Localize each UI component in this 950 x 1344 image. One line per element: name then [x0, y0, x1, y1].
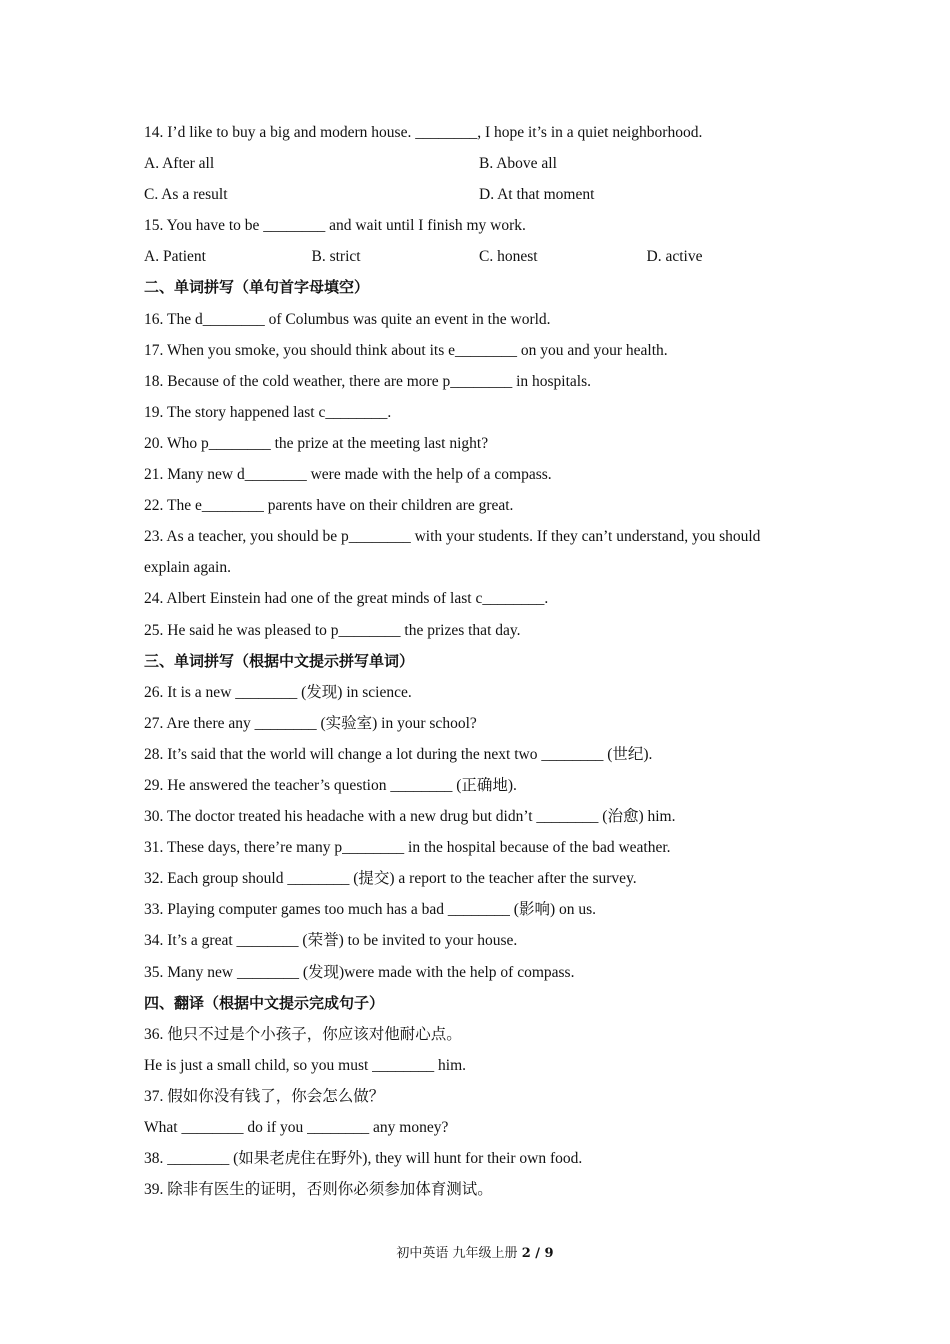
question-line: 24. Albert Einstein had one of the great minds of last c________. — [144, 590, 549, 608]
page-footer — [0, 1242, 950, 1261]
answer-option: C. honest — [479, 248, 538, 266]
answer-option: A. After all — [144, 155, 215, 173]
question-line: 30. The doctor treated his headache with a new drug but didn’t ________ (治愈) him. — [144, 808, 676, 826]
question-line: 35. Many new ________ (发现)were made with the help of compass. — [144, 963, 575, 981]
answer-option: B. Above all — [479, 155, 557, 173]
question-line: 37. 假如你没有钱了，你会怎么做？ — [144, 1087, 385, 1105]
question-line: 39. 除非有医生的证明，否则你必须参加体育测试。 — [144, 1181, 493, 1199]
question-line: He is just a small child, so you must ________ him. — [144, 1056, 467, 1074]
question-line: 15. You have to be ________ and wait until I finish my work. — [144, 217, 526, 235]
question-line: 36. 他只不过是个小孩子，你应该对他耐心点。 — [144, 1025, 462, 1043]
answer-options — [144, 179, 814, 210]
footer-label: 初中英语 九年级上册 — [396, 1246, 518, 1261]
footer-page-number: 2 — [521, 1246, 531, 1261]
question-line: 28. It’s said that the world will change a lot during the next two ________ (世纪). — [144, 745, 653, 763]
question-line: 33. Playing computer games too much has a bad ________ (影响) on us. — [144, 901, 597, 919]
question-line: 18. Because of the cold weather, there are more p________ in hospitals. — [144, 372, 592, 390]
question-line: explain again. — [144, 559, 231, 577]
section-heading: 三、单词拼写（根据中文提示拼写单词） — [144, 651, 415, 670]
question-line: 16. The d________ of Columbus was quite an event in the world. — [144, 310, 551, 328]
question-line: 22. The e________ parents have on their children are great. — [144, 497, 514, 515]
answer-option: B. strict — [311, 248, 361, 266]
question-line: 19. The story happened last c________. — [144, 403, 392, 421]
question-line: 23. As a teacher, you should be p________ with your students. If they can’t understand, you should — [144, 528, 761, 546]
question-line: 21. Many new d________ were made with the help of a compass. — [144, 466, 552, 484]
question-line: 17. When you smoke, you should think about its e________ on you and your health. — [144, 341, 668, 359]
section-heading: 四、翻译（根据中文提示完成句子） — [144, 993, 385, 1012]
worksheet-body — [144, 117, 814, 1205]
answer-option: C. As a result — [144, 186, 228, 204]
question-line: 20. Who p________ the prize at the meeting last night? — [144, 434, 489, 452]
question-line: 29. He answered the teacher’s question ________ (正确地). — [144, 776, 517, 794]
question-line: 27. Are there any ________ (实验室) in your school? — [144, 714, 477, 732]
answer-option: D. active — [646, 248, 703, 266]
question-line: 25. He said he was pleased to p________ the prizes that day. — [144, 621, 521, 639]
footer-separator: / — [530, 1246, 545, 1261]
question-line: 32. Each group should ________ (提交) a report to the teacher after the survey. — [144, 870, 637, 888]
question-line: 38. ________ (如果老虎住在野外), they will hunt for their own food. — [144, 1150, 583, 1168]
answer-options — [144, 241, 814, 272]
question-line: 26. It is a new ________ (发现) in science. — [144, 683, 412, 701]
question-line: 14. I’d like to buy a big and modern house. ________, I hope it’s in a quiet neighborhood. — [144, 124, 703, 141]
answer-option: D. At that moment — [479, 186, 595, 204]
footer-total-pages: 9 — [544, 1246, 554, 1261]
answer-option: A. Patient — [144, 248, 206, 266]
question-line: 34. It’s a great ________ (荣誉) to be invited to your house. — [144, 932, 518, 950]
answer-options — [144, 148, 814, 179]
question-line: What ________ do if you ________ any money? — [144, 1119, 449, 1136]
section-heading: 二、单词拼写（单句首字母填空） — [144, 278, 370, 297]
question-line: 31. These days, there’re many p________ in the hospital because of the bad weather. — [144, 839, 671, 857]
